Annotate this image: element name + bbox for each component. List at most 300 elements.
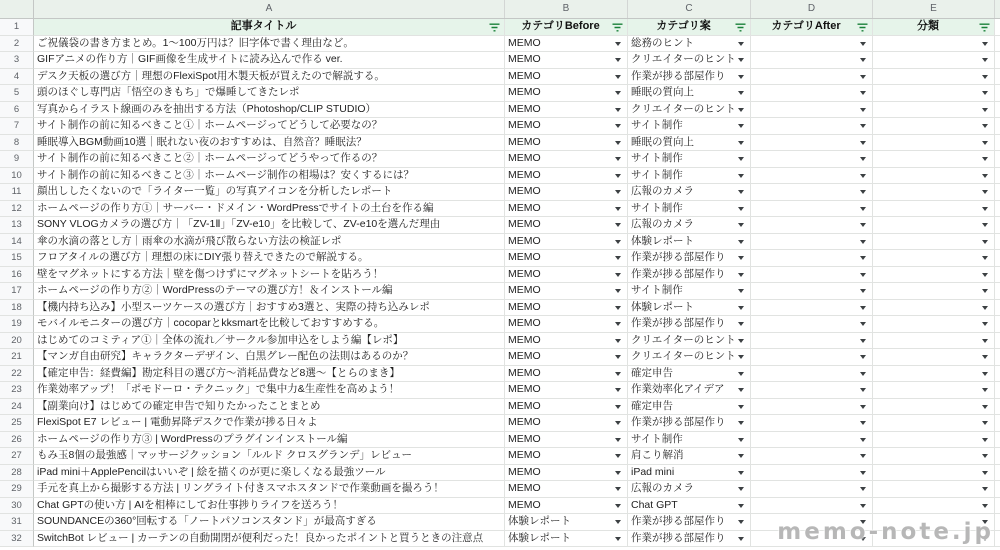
header-cell-category-proposal[interactable] [628,19,751,36]
cell-category-before[interactable] [505,316,628,333]
cell-article-title[interactable]: 【確定申告：経費編】勘定科目の選び方〜消耗品費など8選〜【とらのまき】 [34,366,505,383]
dropdown-arrow-icon[interactable] [738,306,744,310]
cell-category-before[interactable] [505,415,628,432]
cell-category-before[interactable] [505,399,628,416]
dropdown-arrow-icon[interactable] [738,207,744,211]
dropdown-arrow-icon[interactable] [860,306,866,310]
dropdown-arrow-icon[interactable] [860,273,866,277]
cell-category-before[interactable] [505,85,628,102]
cell-category-proposal[interactable] [628,316,751,333]
dropdown-arrow-icon[interactable] [738,520,744,524]
dropdown-arrow-icon[interactable] [615,91,621,95]
dropdown-arrow-icon[interactable] [982,421,988,425]
cell-article-title[interactable]: GIFアニメの作り方｜GIF画像を生成サイトに読み込んで作る ver. [34,52,505,69]
cell-category-after[interactable] [751,118,873,135]
dropdown-arrow-icon[interactable] [615,141,621,145]
dropdown-arrow-icon[interactable] [860,124,866,128]
cell-category-before[interactable] [505,481,628,498]
cell-category-proposal[interactable] [628,300,751,317]
cell-classification[interactable] [873,201,995,218]
cell-category-after[interactable] [751,316,873,333]
dropdown-arrow-icon[interactable] [738,454,744,458]
row-number[interactable]: 32 [0,531,34,548]
cell-category-before[interactable] [505,168,628,185]
dropdown-arrow-icon[interactable] [738,240,744,244]
cell-classification[interactable] [873,250,995,267]
dropdown-arrow-icon[interactable] [738,273,744,277]
cell-article-title[interactable]: 写真からイラスト線画のみを抽出する方法（Photoshop/CLIP STUDIO） [34,102,505,119]
dropdown-arrow-icon[interactable] [860,388,866,392]
cell-classification[interactable] [873,432,995,449]
row-number[interactable]: 14 [0,234,34,251]
cell-category-before[interactable] [505,102,628,119]
dropdown-arrow-icon[interactable] [738,388,744,392]
dropdown-arrow-icon[interactable] [860,537,866,541]
cell-category-after[interactable] [751,168,873,185]
cell-article-title[interactable]: 作業効率アップ！「ポモドーロ・テクニック」で集中力&生産性を高めよう！ [34,382,505,399]
cell-article-title[interactable]: サイト制作の前に知るべきこと①｜ホームページってどうして必要なの？ [34,118,505,135]
dropdown-arrow-icon[interactable] [738,487,744,491]
dropdown-arrow-icon[interactable] [615,306,621,310]
dropdown-arrow-icon[interactable] [615,174,621,178]
dropdown-arrow-icon[interactable] [982,157,988,161]
cell-article-title[interactable]: もみ玉8個の最強感｜マッサージクッション「ルルド クロスグランデ」レビュー [34,448,505,465]
cell-classification[interactable] [873,217,995,234]
cell-article-title[interactable]: 【マンガ自由研究】キャラクターデザイン、白黒グレー配色の法則はあるのか？ [34,349,505,366]
cell-classification[interactable] [873,102,995,119]
cell-category-before[interactable] [505,250,628,267]
cell-classification[interactable] [873,168,995,185]
cell-category-proposal[interactable] [628,498,751,515]
cell-category-before[interactable] [505,151,628,168]
cell-category-proposal[interactable] [628,531,751,548]
dropdown-arrow-icon[interactable] [982,240,988,244]
dropdown-arrow-icon[interactable] [738,190,744,194]
cell-article-title[interactable]: 頭のほぐし専門店「悟空のきもち」で爆睡してきたレポ [34,85,505,102]
dropdown-arrow-icon[interactable] [615,190,621,194]
dropdown-arrow-icon[interactable] [738,405,744,409]
row-number[interactable]: 31 [0,514,34,531]
dropdown-arrow-icon[interactable] [982,355,988,359]
cell-category-proposal[interactable] [628,333,751,350]
cell-article-title[interactable]: SOUNDANCEの360°回転する「ノートパソコンスタンド」が最高すぎる [34,514,505,531]
cell-article-title[interactable]: ホームページの作り方②｜WordPressのテーマの選び方！＆インストール編 [34,283,505,300]
cell-category-before[interactable] [505,514,628,531]
cell-category-proposal[interactable] [628,349,751,366]
dropdown-arrow-icon[interactable] [982,306,988,310]
cell-article-title[interactable]: はじめてのコミティア①｜全体の流れ／サークル参加申込をしよう編【レポ】 [34,333,505,350]
cell-classification[interactable] [873,267,995,284]
cell-classification[interactable] [873,349,995,366]
cell-category-before[interactable] [505,531,628,548]
cell-classification[interactable] [873,498,995,515]
cell-article-title[interactable]: iPad mini＋ApplePencilはいいぞ | 絵を描くのが更に楽しくなる最強ツール [34,465,505,482]
dropdown-arrow-icon[interactable] [738,322,744,326]
cell-category-proposal[interactable] [628,382,751,399]
dropdown-arrow-icon[interactable] [738,256,744,260]
dropdown-arrow-icon[interactable] [738,58,744,62]
cell-category-before[interactable] [505,448,628,465]
dropdown-arrow-icon[interactable] [615,537,621,541]
header-cell-category-after[interactable] [751,19,873,36]
row-number[interactable]: 20 [0,333,34,350]
dropdown-arrow-icon[interactable] [615,240,621,244]
cell-category-before[interactable] [505,234,628,251]
cell-category-after[interactable] [751,349,873,366]
cell-classification[interactable] [873,333,995,350]
cell-category-before[interactable] [505,267,628,284]
cell-article-title[interactable]: ホームページの作り方①｜サーバー・ドメイン・WordPressでサイトの土台を作る編 [34,201,505,218]
row-number[interactable]: 21 [0,349,34,366]
cell-classification[interactable] [873,69,995,86]
dropdown-arrow-icon[interactable] [738,537,744,541]
cell-category-proposal[interactable] [628,250,751,267]
column-header-d[interactable]: D [751,0,873,18]
row-number[interactable]: 29 [0,481,34,498]
dropdown-arrow-icon[interactable] [615,438,621,442]
dropdown-arrow-icon[interactable] [738,339,744,343]
dropdown-arrow-icon[interactable] [738,504,744,508]
column-header-a[interactable]: A [34,0,505,18]
dropdown-arrow-icon[interactable] [615,289,621,293]
cell-classification[interactable] [873,118,995,135]
dropdown-arrow-icon[interactable] [738,289,744,293]
cell-category-before[interactable] [505,201,628,218]
dropdown-arrow-icon[interactable] [738,141,744,145]
dropdown-arrow-icon[interactable] [860,207,866,211]
cell-article-title[interactable]: FlexiSpot E7 レビュー | 電動昇降デスクで作業が捗る日々よ [34,415,505,432]
row-number[interactable]: 24 [0,399,34,416]
header-cell-classification[interactable] [873,19,995,36]
dropdown-arrow-icon[interactable] [738,471,744,475]
cell-category-after[interactable] [751,184,873,201]
row-number[interactable]: 25 [0,415,34,432]
cell-category-after[interactable] [751,69,873,86]
cell-category-before[interactable] [505,498,628,515]
row-number[interactable]: 9 [0,151,34,168]
cell-classification[interactable] [873,399,995,416]
cell-classification[interactable] [873,531,995,548]
cell-category-before[interactable] [505,366,628,383]
dropdown-arrow-icon[interactable] [982,454,988,458]
dropdown-arrow-icon[interactable] [982,108,988,112]
dropdown-arrow-icon[interactable] [860,75,866,79]
cell-category-after[interactable] [751,52,873,69]
cell-article-title[interactable]: 顔出ししたくないので「ライター一覧」の写真アイコンを分析したレポート [34,184,505,201]
cell-category-proposal[interactable] [628,184,751,201]
cell-category-after[interactable] [751,283,873,300]
filter-icon[interactable] [612,23,623,32]
row-number[interactable]: 4 [0,69,34,86]
dropdown-arrow-icon[interactable] [860,223,866,227]
dropdown-arrow-icon[interactable] [982,372,988,376]
dropdown-arrow-icon[interactable] [615,322,621,326]
row-number[interactable]: 11 [0,184,34,201]
cell-category-after[interactable] [751,514,873,531]
dropdown-arrow-icon[interactable] [738,372,744,376]
cell-category-proposal[interactable] [628,514,751,531]
dropdown-arrow-icon[interactable] [615,339,621,343]
cell-category-after[interactable] [751,267,873,284]
cell-category-proposal[interactable] [628,448,751,465]
dropdown-arrow-icon[interactable] [982,141,988,145]
cell-category-after[interactable] [751,465,873,482]
dropdown-arrow-icon[interactable] [860,157,866,161]
cell-category-after[interactable] [751,217,873,234]
dropdown-arrow-icon[interactable] [615,421,621,425]
dropdown-arrow-icon[interactable] [860,421,866,425]
cell-classification[interactable] [873,481,995,498]
dropdown-arrow-icon[interactable] [982,471,988,475]
dropdown-arrow-icon[interactable] [615,256,621,260]
dropdown-arrow-icon[interactable] [860,454,866,458]
dropdown-arrow-icon[interactable] [860,520,866,524]
row-number[interactable]: 23 [0,382,34,399]
cell-category-before[interactable] [505,217,628,234]
cell-article-title[interactable]: モバイルモニターの選び方｜cocoparとkksmartを比較しておすすめする。 [34,316,505,333]
row-number[interactable]: 13 [0,217,34,234]
dropdown-arrow-icon[interactable] [982,322,988,326]
header-cell-article-title[interactable] [34,19,505,36]
cell-article-title[interactable]: 【機内持ち込み】小型スーツケースの選び方｜おすすめ3選と、実際の持ち込みレポ [34,300,505,317]
cell-classification[interactable] [873,415,995,432]
cell-classification[interactable] [873,135,995,152]
dropdown-arrow-icon[interactable] [982,520,988,524]
dropdown-arrow-icon[interactable] [738,75,744,79]
cell-category-proposal[interactable] [628,85,751,102]
cell-article-title[interactable]: 傘の水滴の落とし方｜雨傘の水滴が飛び散らない方法の検証レポ [34,234,505,251]
cell-category-proposal[interactable] [628,283,751,300]
cell-article-title[interactable]: Chat GPTの使い方 | AIを相棒にしてお仕事捗りライフを送ろう！ [34,498,505,515]
dropdown-arrow-icon[interactable] [738,223,744,227]
cell-category-before[interactable] [505,432,628,449]
cell-classification[interactable] [873,36,995,53]
cell-category-before[interactable] [505,52,628,69]
filter-icon[interactable] [489,23,500,32]
dropdown-arrow-icon[interactable] [615,124,621,128]
dropdown-arrow-icon[interactable] [982,256,988,260]
cell-classification[interactable] [873,366,995,383]
dropdown-arrow-icon[interactable] [738,157,744,161]
dropdown-arrow-icon[interactable] [860,372,866,376]
dropdown-arrow-icon[interactable] [982,504,988,508]
cell-category-after[interactable] [751,481,873,498]
cell-article-title[interactable]: デスク天板の選び方｜理想のFlexiSpot用木製天板が買えたので解説する。 [34,69,505,86]
filter-icon[interactable] [735,23,746,32]
cell-classification[interactable] [873,184,995,201]
dropdown-arrow-icon[interactable] [615,273,621,277]
row-number[interactable]: 3 [0,52,34,69]
cell-category-proposal[interactable] [628,36,751,53]
row-number[interactable]: 10 [0,168,34,185]
dropdown-arrow-icon[interactable] [982,174,988,178]
filter-icon[interactable] [857,23,868,32]
cell-category-after[interactable] [751,432,873,449]
cell-category-before[interactable] [505,382,628,399]
dropdown-arrow-icon[interactable] [738,355,744,359]
cell-category-after[interactable] [751,85,873,102]
header-cell-category-before[interactable] [505,19,628,36]
dropdown-arrow-icon[interactable] [860,487,866,491]
cell-category-after[interactable] [751,382,873,399]
cell-category-after[interactable] [751,415,873,432]
row-number[interactable]: 1 [0,19,34,36]
cell-category-before[interactable] [505,349,628,366]
dropdown-arrow-icon[interactable] [615,108,621,112]
cell-category-after[interactable] [751,102,873,119]
dropdown-arrow-icon[interactable] [738,91,744,95]
dropdown-arrow-icon[interactable] [615,58,621,62]
cell-category-proposal[interactable] [628,465,751,482]
cell-category-after[interactable] [751,250,873,267]
cell-classification[interactable] [873,234,995,251]
cell-category-proposal[interactable] [628,168,751,185]
dropdown-arrow-icon[interactable] [860,289,866,293]
dropdown-arrow-icon[interactable] [982,124,988,128]
dropdown-arrow-icon[interactable] [982,438,988,442]
dropdown-arrow-icon[interactable] [738,421,744,425]
dropdown-arrow-icon[interactable] [860,504,866,508]
cell-article-title[interactable]: 壁をマグネットにする方法｜壁を傷つけずにマグネットシートを貼ろう！ [34,267,505,284]
cell-category-before[interactable] [505,333,628,350]
column-header-c[interactable]: C [628,0,751,18]
column-header-b[interactable]: B [505,0,628,18]
dropdown-arrow-icon[interactable] [982,223,988,227]
cell-category-proposal[interactable] [628,366,751,383]
dropdown-arrow-icon[interactable] [860,256,866,260]
dropdown-arrow-icon[interactable] [615,487,621,491]
cell-category-before[interactable] [505,36,628,53]
cell-category-proposal[interactable] [628,135,751,152]
dropdown-arrow-icon[interactable] [615,223,621,227]
cell-category-proposal[interactable] [628,201,751,218]
cell-category-proposal[interactable] [628,267,751,284]
dropdown-arrow-icon[interactable] [615,75,621,79]
cell-category-proposal[interactable] [628,151,751,168]
dropdown-arrow-icon[interactable] [738,438,744,442]
dropdown-arrow-icon[interactable] [982,487,988,491]
cell-article-title[interactable]: フロアタイルの選び方｜理想の床にDIY張り替えできたので解説する。 [34,250,505,267]
dropdown-arrow-icon[interactable] [738,124,744,128]
cell-category-before[interactable] [505,300,628,317]
dropdown-arrow-icon[interactable] [982,190,988,194]
cell-category-before[interactable] [505,283,628,300]
cell-category-proposal[interactable] [628,69,751,86]
dropdown-arrow-icon[interactable] [860,58,866,62]
cell-classification[interactable] [873,465,995,482]
cell-category-after[interactable] [751,366,873,383]
cell-category-before[interactable] [505,118,628,135]
dropdown-arrow-icon[interactable] [982,273,988,277]
dropdown-arrow-icon[interactable] [860,174,866,178]
cell-article-title[interactable]: 【副業向け】はじめての確定申告で知りたかったことまとめ [34,399,505,416]
dropdown-arrow-icon[interactable] [982,537,988,541]
cell-category-after[interactable] [751,448,873,465]
column-header-e[interactable]: E [873,0,995,18]
dropdown-arrow-icon[interactable] [982,207,988,211]
dropdown-arrow-icon[interactable] [738,42,744,46]
cell-category-proposal[interactable] [628,102,751,119]
row-number[interactable]: 12 [0,201,34,218]
dropdown-arrow-icon[interactable] [860,405,866,409]
cell-article-title[interactable]: サイト制作の前に知るべきこと③｜ホームページ制作の相場は？安くするには？ [34,168,505,185]
dropdown-arrow-icon[interactable] [615,520,621,524]
cell-classification[interactable] [873,85,995,102]
cell-category-after[interactable] [751,135,873,152]
row-number[interactable]: 22 [0,366,34,383]
row-number[interactable]: 6 [0,102,34,119]
dropdown-arrow-icon[interactable] [860,355,866,359]
cell-category-after[interactable] [751,333,873,350]
cell-classification[interactable] [873,316,995,333]
cell-category-proposal[interactable] [628,118,751,135]
filter-icon[interactable] [979,23,990,32]
dropdown-arrow-icon[interactable] [615,471,621,475]
dropdown-arrow-icon[interactable] [615,388,621,392]
cell-article-title[interactable]: ホームページの作り方③ | WordPressのプラグインインストール編 [34,432,505,449]
cell-category-after[interactable] [751,531,873,548]
cell-classification[interactable] [873,151,995,168]
dropdown-arrow-icon[interactable] [982,289,988,293]
cell-category-after[interactable] [751,234,873,251]
dropdown-arrow-icon[interactable] [860,141,866,145]
cell-category-after[interactable] [751,399,873,416]
row-number[interactable]: 17 [0,283,34,300]
dropdown-arrow-icon[interactable] [860,322,866,326]
cell-category-before[interactable] [505,184,628,201]
cell-category-after[interactable] [751,498,873,515]
cell-article-title[interactable]: ご祝儀袋の書き方まとめ。1〜100万円は？旧字体で書く理由など。 [34,36,505,53]
dropdown-arrow-icon[interactable] [738,108,744,112]
cell-category-before[interactable] [505,465,628,482]
cell-classification[interactable] [873,448,995,465]
dropdown-arrow-icon[interactable] [860,471,866,475]
cell-category-proposal[interactable] [628,52,751,69]
cell-category-after[interactable] [751,151,873,168]
row-number[interactable]: 27 [0,448,34,465]
dropdown-arrow-icon[interactable] [982,58,988,62]
cell-article-title[interactable]: SONY VLOGカメラの選び方｜「ZV-1Ⅱ」「ZV-e10」を比較して、ZV-e10を選んだ理由 [34,217,505,234]
cell-classification[interactable] [873,382,995,399]
dropdown-arrow-icon[interactable] [615,42,621,46]
cell-category-proposal[interactable] [628,217,751,234]
dropdown-arrow-icon[interactable] [982,91,988,95]
dropdown-arrow-icon[interactable] [860,108,866,112]
dropdown-arrow-icon[interactable] [982,405,988,409]
cell-classification[interactable] [873,283,995,300]
dropdown-arrow-icon[interactable] [615,504,621,508]
dropdown-arrow-icon[interactable] [615,372,621,376]
cell-article-title[interactable]: SwitchBot レビュー | カーテンの自動開閉が便利だった！良かったポイントと買うときの注意点 [34,531,505,548]
cell-article-title[interactable]: 手元を真上から撮影する方法 | リングライト付きスマホスタンドで作業動画を撮ろう！ [34,481,505,498]
row-number[interactable]: 26 [0,432,34,449]
row-number[interactable]: 19 [0,316,34,333]
dropdown-arrow-icon[interactable] [982,388,988,392]
row-number[interactable]: 28 [0,465,34,482]
dropdown-arrow-icon[interactable] [860,240,866,244]
dropdown-arrow-icon[interactable] [860,42,866,46]
row-number[interactable]: 5 [0,85,34,102]
row-number[interactable]: 8 [0,135,34,152]
dropdown-arrow-icon[interactable] [615,405,621,409]
row-number[interactable]: 30 [0,498,34,515]
dropdown-arrow-icon[interactable] [860,438,866,442]
cell-category-after[interactable] [751,201,873,218]
cell-category-after[interactable] [751,300,873,317]
dropdown-arrow-icon[interactable] [982,42,988,46]
cell-category-proposal[interactable] [628,415,751,432]
cell-classification[interactable] [873,300,995,317]
